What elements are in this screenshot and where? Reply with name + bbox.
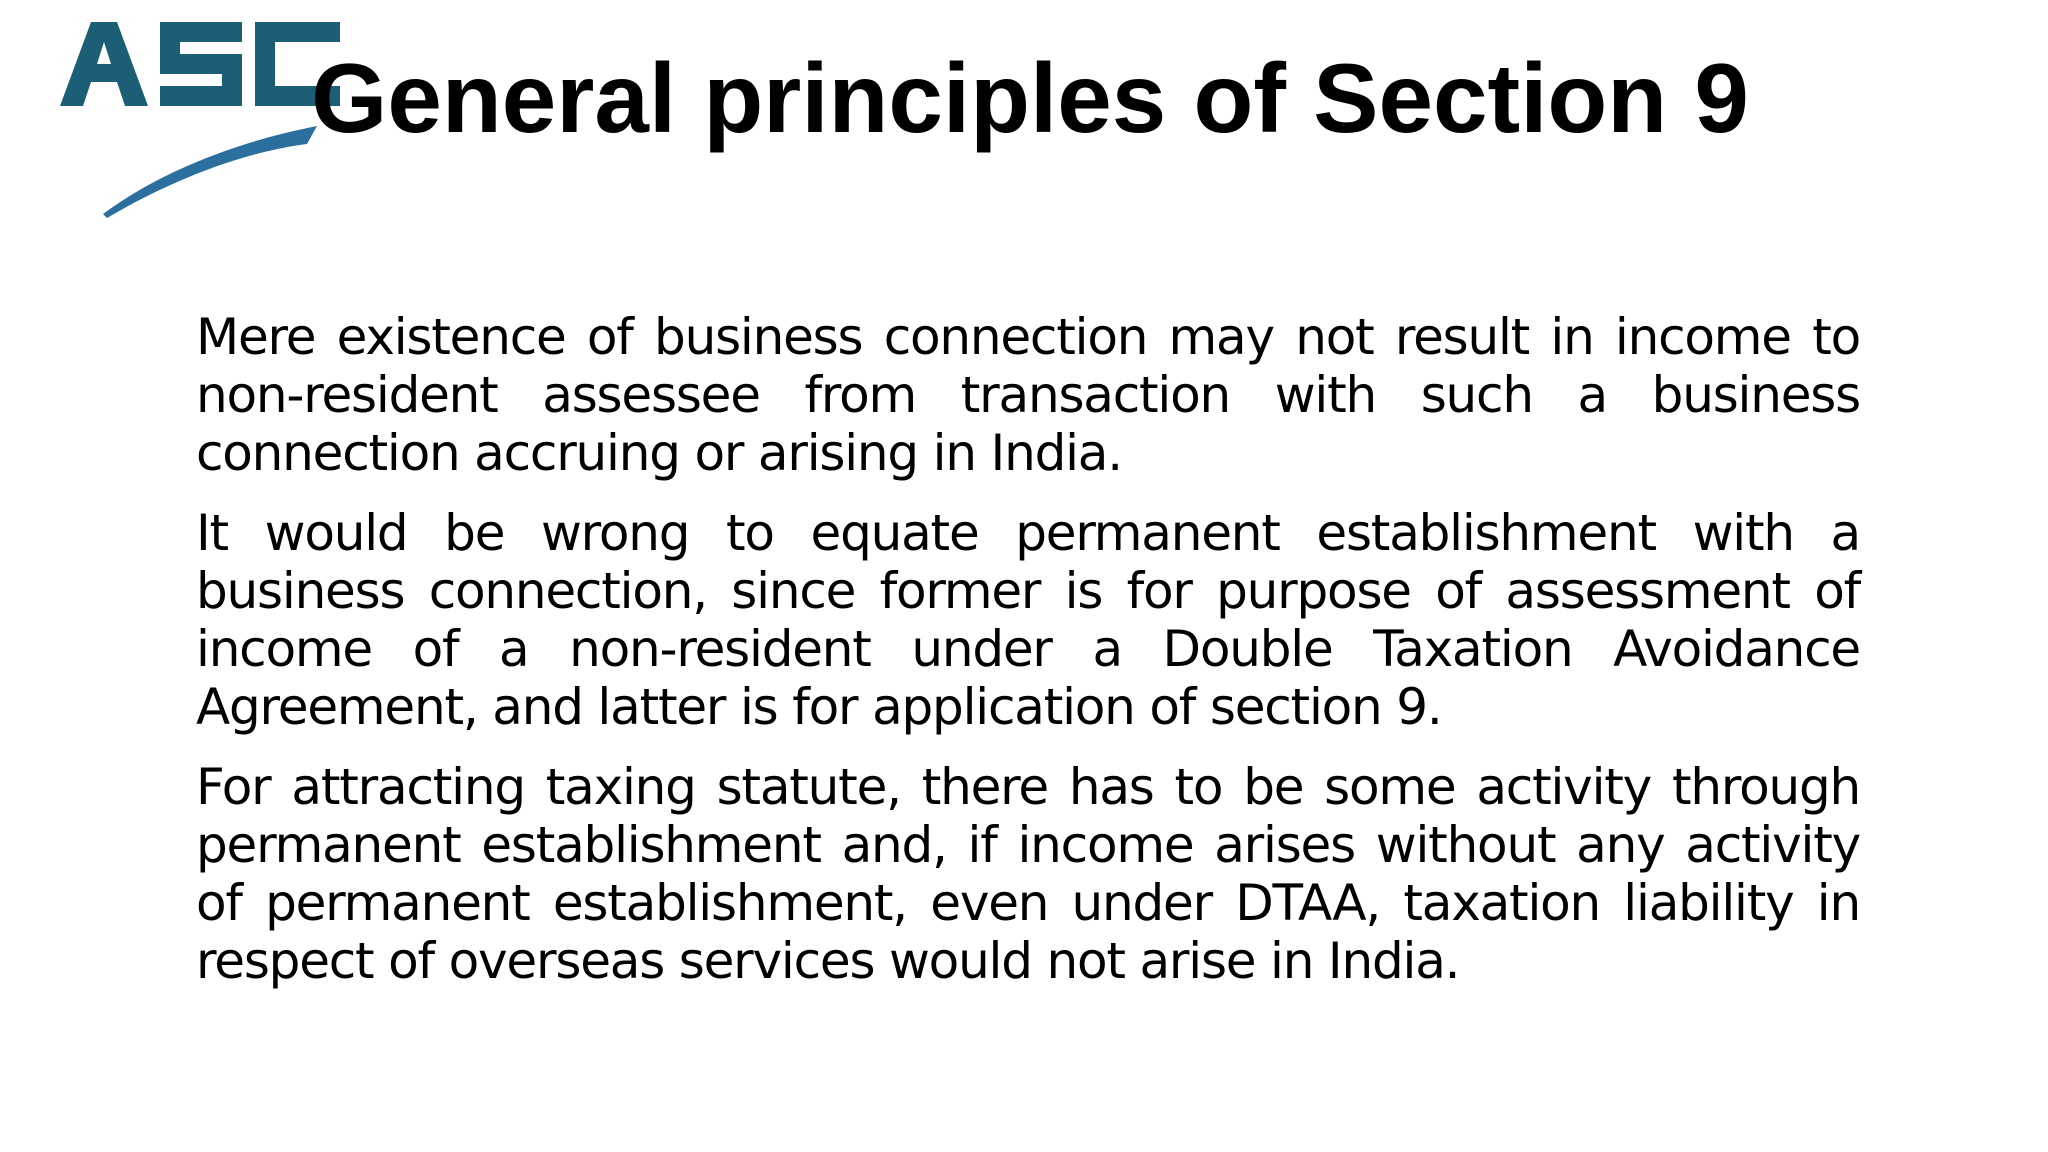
asc-logo-graphic: [55, 18, 345, 218]
paragraph: It would be wrong to equate permanent establishment with a business connection, since former is for purpose of assessment of income of a non-resident under a Double Taxation Avoidance Agreement, and latter is for application of section 9.: [196, 504, 1860, 736]
paragraph: Mere existence of business connection may not result in income to non-resident assessee from transaction with such a business connection accruing or arising in India.: [196, 308, 1860, 482]
asc-logo: [55, 18, 345, 218]
paragraph: For attracting taxing statute, there has to be some activity through permanent establishment and, if income arises without any activity of permanent establishment, even under DTAA, taxation liability in respect of overseas services would not arise in India.: [196, 758, 1860, 990]
slide-body: [196, 308, 1860, 1012]
slide-title: General principles of Section 9: [311, 43, 1749, 153]
